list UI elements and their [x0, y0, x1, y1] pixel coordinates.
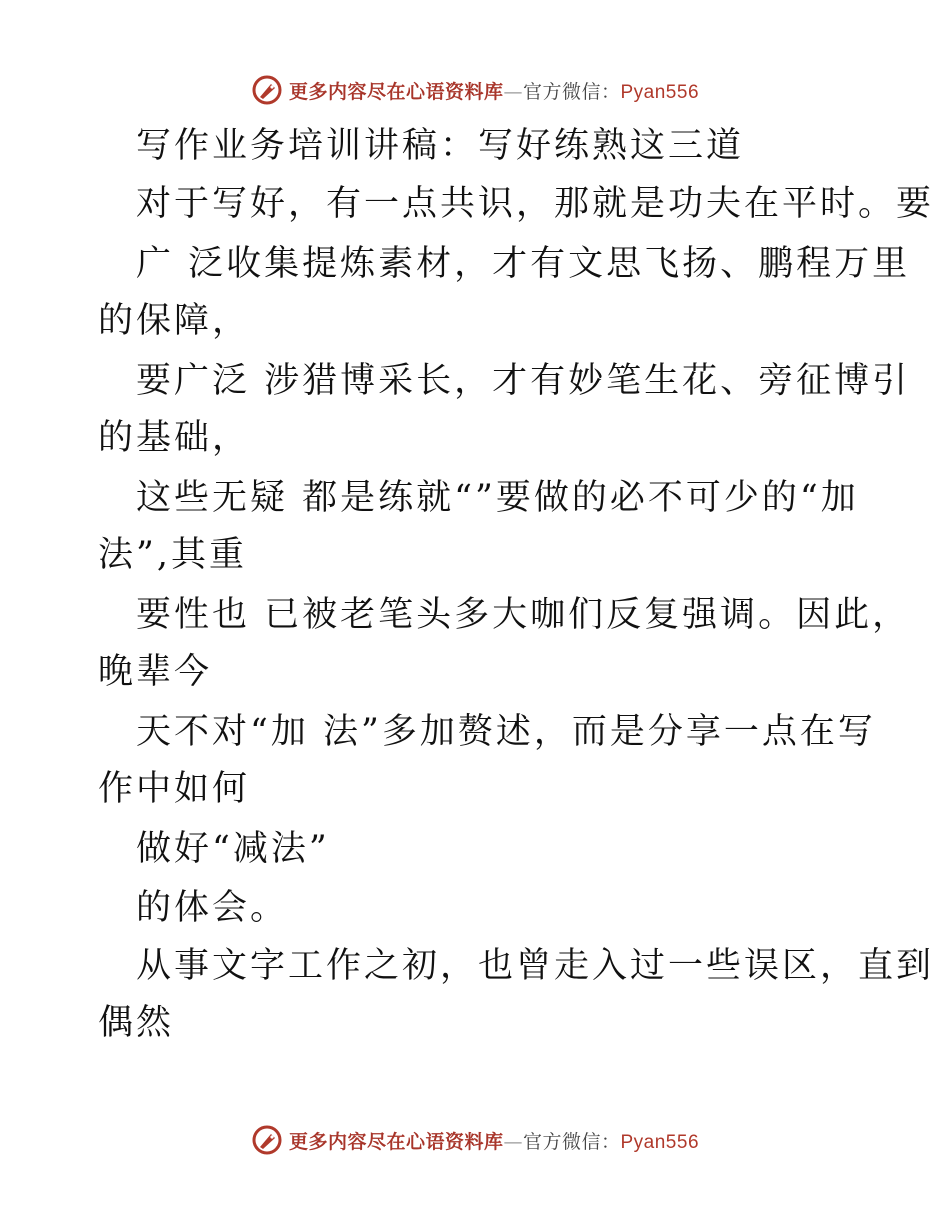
document-title: 写作业务培训讲稿：写好练熟这三道	[136, 126, 745, 166]
paragraph-line: 晚辈今	[98, 652, 213, 692]
watermark-official-label: 官方微信：	[522, 80, 621, 103]
paragraph-line: 要性也 已被老笔头多大咖们反复强调。因此，	[136, 595, 911, 635]
header-watermark	[0, 70, 950, 110]
paragraph-line: 做好“减法”	[136, 829, 330, 869]
paragraph-line: 天不对“加 法”多加赘述，而是分享一点在写	[136, 712, 876, 752]
pen-nib-circle-icon	[251, 1124, 283, 1156]
watermark-wechat-id: Pyan556	[620, 1131, 700, 1153]
paragraph-line: 的基础，	[98, 418, 251, 458]
watermark-text	[289, 1127, 699, 1154]
paragraph-line: 偶然	[98, 1003, 175, 1043]
paragraph-line: 法”,其重	[98, 535, 248, 575]
watermark-dash: —	[503, 1130, 523, 1153]
paragraph-line: 要广泛 涉猎博采长，才有妙笔生花、旁征博引	[136, 361, 911, 401]
pen-nib-circle-icon	[251, 74, 283, 106]
watermark-brand: 更多内容尽在心语资料库	[288, 1130, 504, 1153]
watermark-wechat-id: Pyan556	[620, 81, 700, 103]
paragraph-line: 这些无疑 都是练就“”要做的必不可少的“加	[136, 478, 859, 518]
paragraph-line: 广 泛收集提炼素材，才有文思飞扬、鹏程万里	[136, 244, 911, 284]
watermark-dash: —	[503, 80, 523, 103]
watermark-official-label: 官方微信：	[522, 1130, 621, 1153]
paragraph-line: 从事文字工作之初，也曾走入过一些误区，直到	[136, 946, 935, 986]
paragraph-line: 的保障，	[98, 301, 251, 341]
paragraph-line: 的体会。	[136, 888, 289, 928]
paragraph-line: 作中如何	[98, 769, 251, 809]
paragraph-line: 对于写好，有一点共识，那就是功夫在平时。要	[136, 184, 935, 224]
watermark-brand: 更多内容尽在心语资料库	[288, 80, 504, 103]
watermark-text	[289, 77, 699, 104]
footer-watermark	[0, 1120, 950, 1160]
